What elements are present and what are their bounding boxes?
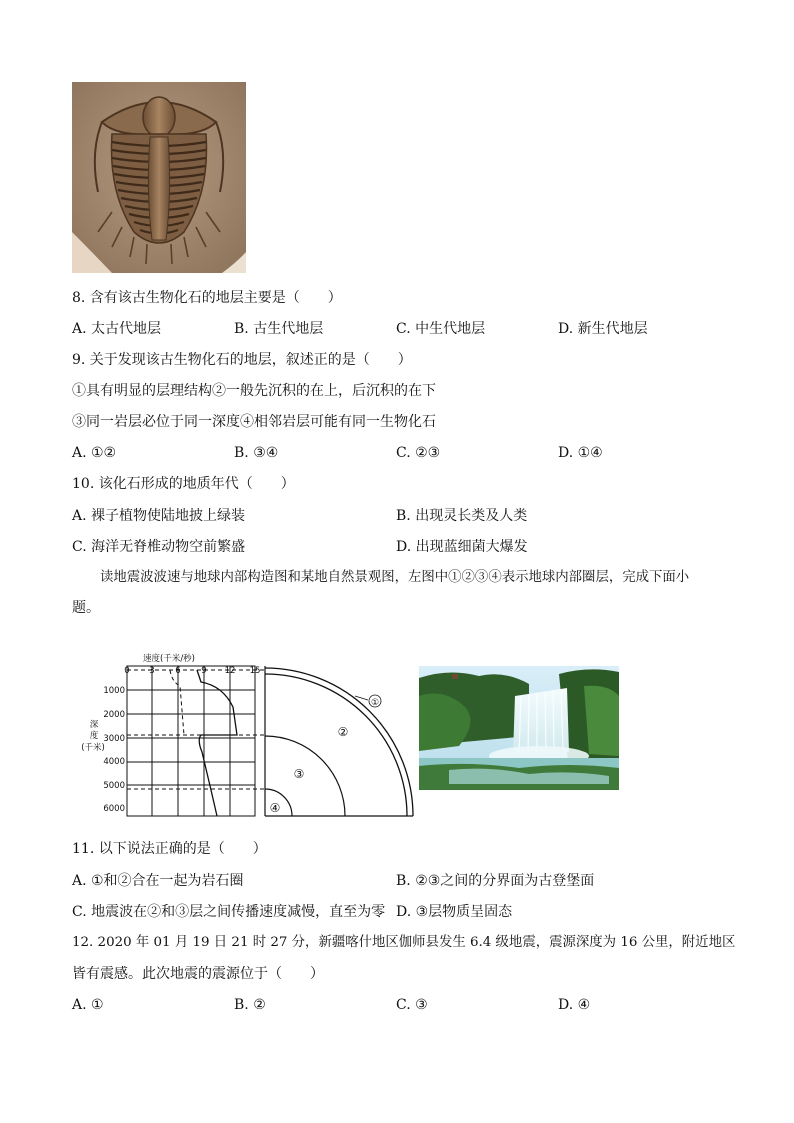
q12-option-a: A. ① bbox=[72, 997, 104, 1013]
layer-label-3: ③ bbox=[293, 767, 305, 781]
speed-tick-9: 9 bbox=[201, 666, 207, 676]
depth-tick-6000: 6000 bbox=[103, 804, 125, 814]
q8-option-a: A. 太古代地层 bbox=[72, 321, 162, 337]
depth-tick-4000: 4000 bbox=[103, 757, 125, 767]
speed-axis-label: 速度(千米/秒) bbox=[143, 654, 195, 664]
q12-option-d: D. ④ bbox=[558, 997, 591, 1013]
q12-option-c: C. ③ bbox=[396, 997, 428, 1013]
passage-intro-line-1: 读地震波波速与地球内部构造图和某地自然景观图，左图中①②③④表示地球内部圈层，完成下面小 bbox=[100, 570, 690, 585]
q10-option-a: A. 裸子植物使陆地披上绿装 bbox=[72, 508, 246, 524]
q9-stem: 9. 关于发现该古生物化石的地层，叙述正的是（ ） bbox=[72, 352, 412, 368]
q10-option-b: B. 出现灵长类及人类 bbox=[396, 508, 528, 524]
q8-option-b: B. 古生代地层 bbox=[234, 321, 324, 337]
layer-label-2: ② bbox=[337, 725, 349, 739]
q9-option-d: D. ①④ bbox=[558, 445, 603, 461]
q11-option-d: D. ③层物质呈固态 bbox=[396, 904, 513, 920]
depth-tick-1000: 1000 bbox=[103, 686, 125, 696]
q12-option-b: B. ② bbox=[234, 997, 266, 1013]
speed-tick-3: 3 bbox=[149, 666, 155, 676]
q9-option-c: C. ②③ bbox=[396, 445, 441, 461]
q11-option-b: B. ②③之间的分界面为古登堡面 bbox=[396, 873, 595, 889]
q12-stem-line-1: 12. 2020 年 01 月 19 日 21 时 27 分，新疆喀什地区伽师县发生 6.4 级地震，震源深度为 16 公里，附近地区 bbox=[72, 935, 736, 950]
q11-stem: 11. 以下说法正确的是（ ） bbox=[72, 841, 267, 857]
speed-tick-6: 6 bbox=[175, 666, 181, 676]
q9-statement-line-2: ③同一岩层必位于同一深度④相邻岩层可能有同一生物化石 bbox=[72, 414, 436, 430]
speed-tick-12: 12 bbox=[224, 666, 236, 676]
q9-option-a: A. ①② bbox=[72, 445, 117, 461]
layer-label-4: ④ bbox=[269, 801, 281, 815]
waterfall-landscape-image bbox=[419, 666, 619, 790]
depth-axis-label-char-2: 度 bbox=[89, 731, 99, 741]
depth-axis-label-char-1: 深 bbox=[89, 720, 99, 730]
q10-option-c: C. 海洋无脊椎动物空前繁盛 bbox=[72, 539, 246, 555]
q8-option-d: D. 新生代地层 bbox=[558, 321, 648, 337]
seismic-wave-earth-interior-diagram bbox=[81, 652, 415, 822]
passage-intro-line-2: 题。 bbox=[72, 600, 100, 616]
q9-statement-line-1: ①具有明显的层理结构②一般先沉积的在上，后沉积的在下 bbox=[72, 383, 436, 399]
depth-tick-3000: 3000 bbox=[103, 734, 125, 744]
trilobite-fossil-image bbox=[72, 82, 246, 273]
depth-tick-5000: 5000 bbox=[103, 781, 125, 791]
q11-option-c: C. 地震波在②和③层之间传播速度减慢，直至为零 bbox=[72, 904, 386, 920]
speed-tick-15: 15 bbox=[249, 666, 261, 676]
q12-stem-line-2: 皆有震感。此次地震的震源位于（ ） bbox=[72, 966, 324, 982]
q11-option-a: A. ①和②合在一起为岩石圈 bbox=[72, 873, 244, 889]
depth-axis-unit: (千米) bbox=[81, 743, 105, 753]
q9-option-b: B. ③④ bbox=[234, 445, 279, 461]
q8-stem: 8. 含有该古生物化石的地层主要是（ ） bbox=[72, 290, 342, 306]
q8-option-c: C. 中生代地层 bbox=[396, 321, 486, 337]
layer-label-1: ① bbox=[370, 698, 380, 708]
depth-tick-2000: 2000 bbox=[103, 710, 125, 720]
speed-tick-0: 0 bbox=[124, 666, 130, 676]
q10-stem: 10. 该化石形成的地质年代（ ） bbox=[72, 476, 295, 492]
q10-option-d: D. 出现蓝细菌大爆发 bbox=[396, 539, 528, 555]
